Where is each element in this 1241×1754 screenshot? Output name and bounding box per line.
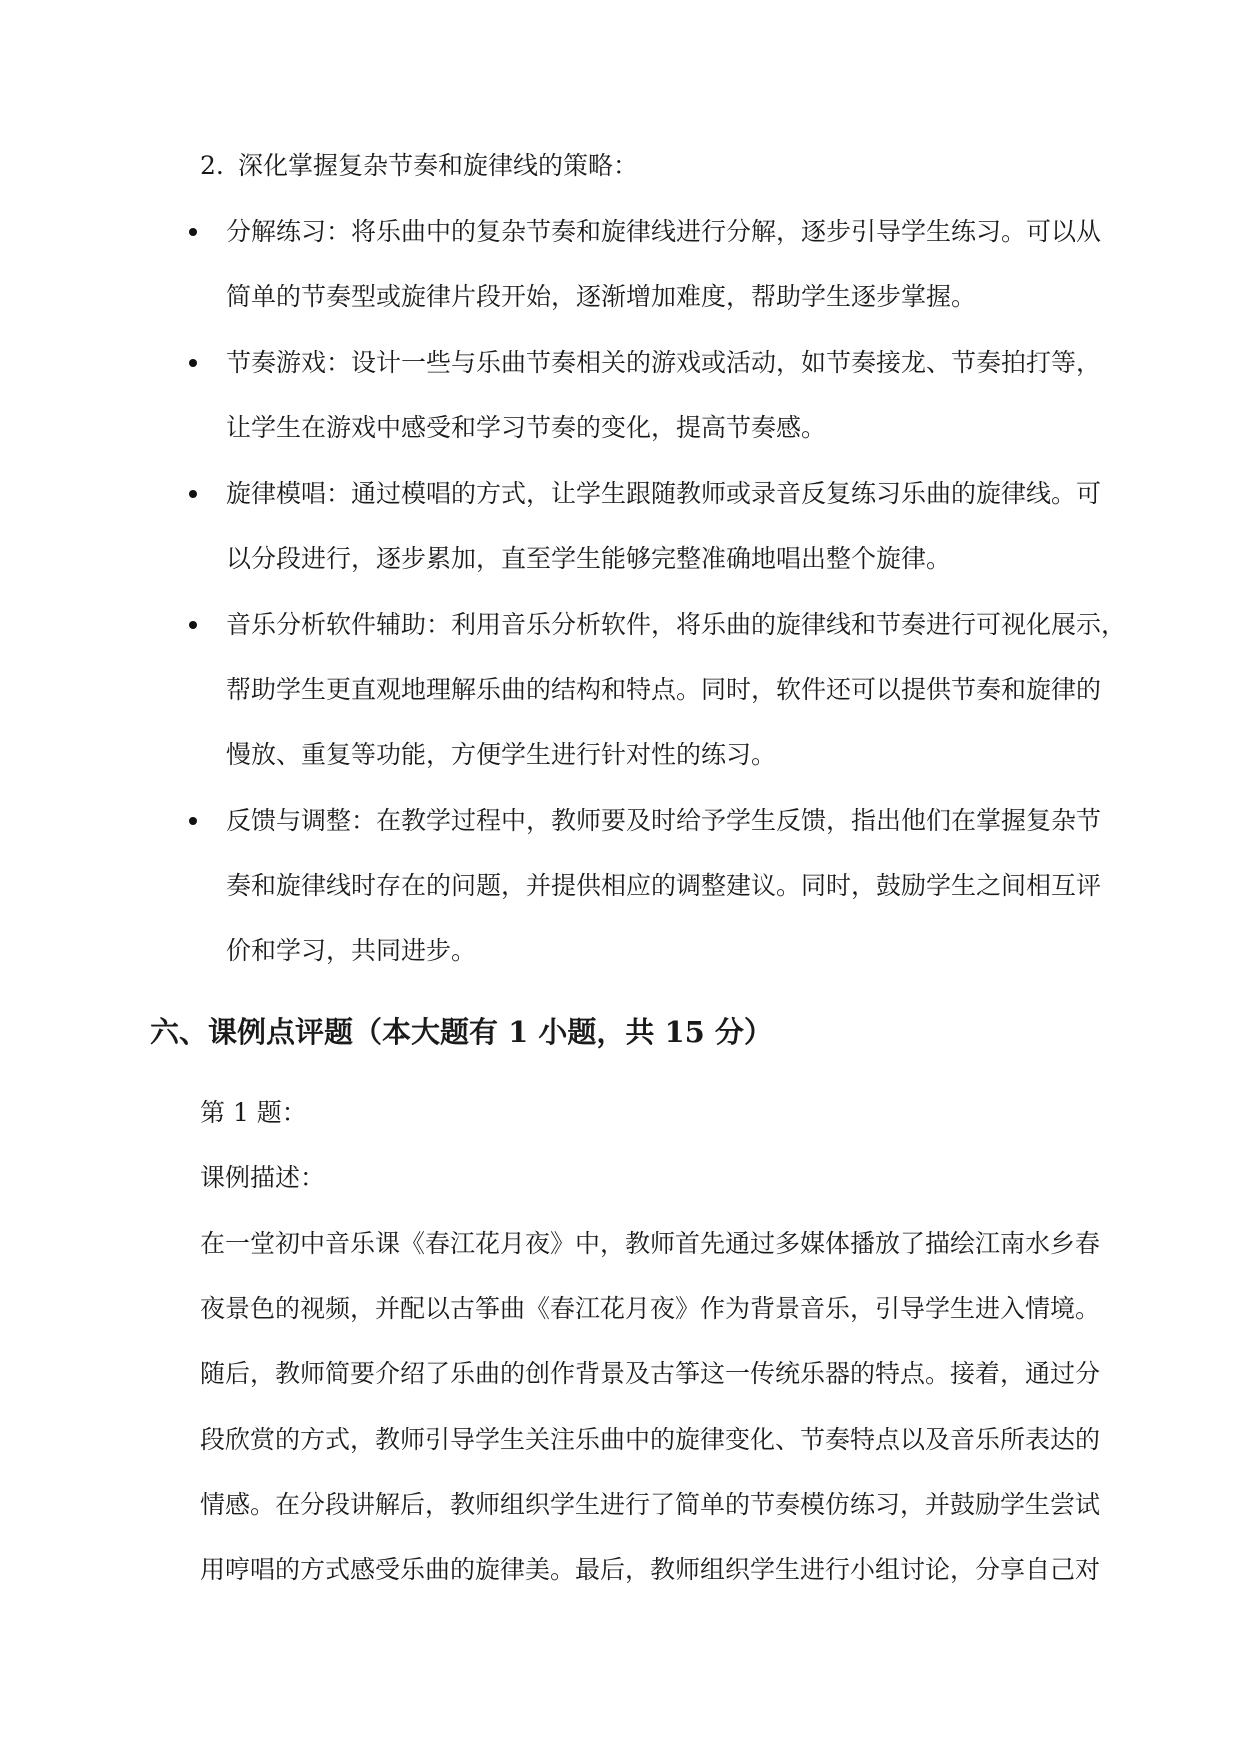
bullet-4-line-3: 慢放、重复等功能，方便学生进行针对性的练习。 — [226, 740, 777, 769]
bullet-dot — [189, 621, 197, 629]
bullet-5-line-2: 奏和旋律线时存在的问题，并提供相应的调整建议。同时，鼓励学生之间相互评 — [226, 871, 1102, 900]
paragraph-line-6: 用哼唱的方式感受乐曲的旋律美。最后，教师组织学生进行小组讨论，分享自己对 — [200, 1555, 1101, 1584]
bullet-1-line-2: 简单的节奏型或旋律片段开始，逐渐增加难度，帮助学生逐步掌握。 — [226, 282, 977, 311]
paragraph-line-3: 随后，教师简要介绍了乐曲的创作背景及古筝这一传统乐器的特点。接着，通过分 — [200, 1359, 1101, 1388]
bullet-3-line-2: 以分段进行，逐步累加，直至学生能够完整准确地唱出整个旋律。 — [226, 544, 952, 573]
bullet-4-line-1: 音乐分析软件辅助：利用音乐分析软件，将乐曲的旋律线和节奏进行可视化展示， — [226, 610, 1127, 639]
bullet-2-line-2: 让学生在游戏中感受和学习节奏的变化，提高节奏感。 — [226, 413, 827, 442]
bullet-dot — [189, 228, 197, 236]
bullet-dot — [189, 817, 197, 825]
bullet-4-line-2: 帮助学生更直观地理解乐曲的结构和特点。同时，软件还可以提供节奏和旋律的 — [226, 675, 1102, 704]
paragraph-line-1: 在一堂初中音乐课《春江花月夜》中，教师首先通过多媒体播放了描绘江南水乡春 — [200, 1229, 1101, 1258]
bullet-dot — [189, 490, 197, 498]
case-label: 课例描述： — [200, 1163, 326, 1192]
section-heading: 六、课例点评题（本大题有 1 小题，共 15 分） — [150, 1015, 773, 1049]
bullet-dot — [189, 359, 197, 367]
bullet-5-line-3: 价和学习，共同进步。 — [226, 936, 477, 965]
paragraph-line-4: 段欣赏的方式，教师引导学生关注乐曲中的旋律变化、节奏特点以及音乐所表达的 — [200, 1425, 1101, 1454]
bullet-5-line-1: 反馈与调整：在教学过程中，教师要及时给予学生反馈，指出他们在掌握复杂节 — [226, 806, 1102, 835]
bullet-1-line-1: 分解练习：将乐曲中的复杂节奏和旋律线进行分解，逐步引导学生练习。可以从 — [226, 217, 1102, 246]
paragraph-line-2: 夜景色的视频，并配以古筝曲《春江花月夜》作为背景音乐，引导学生进入情境。 — [200, 1294, 1101, 1323]
bullet-3-line-1: 旋律模唱：通过模唱的方式，让学生跟随教师或录音反复练习乐曲的旋律线。可 — [226, 479, 1102, 508]
item-number: 2. — [200, 151, 224, 180]
item-title: 深化掌握复杂节奏和旋律线的策略： — [238, 151, 639, 180]
question-label: 第 1 题： — [200, 1098, 307, 1127]
paragraph-line-5: 情感。在分段讲解后，教师组织学生进行了简单的节奏模仿练习，并鼓励学生尝试 — [200, 1490, 1101, 1519]
bullet-2-line-1: 节奏游戏：设计一些与乐曲节奏相关的游戏或活动，如节奏接龙、节奏拍打等， — [226, 348, 1102, 377]
